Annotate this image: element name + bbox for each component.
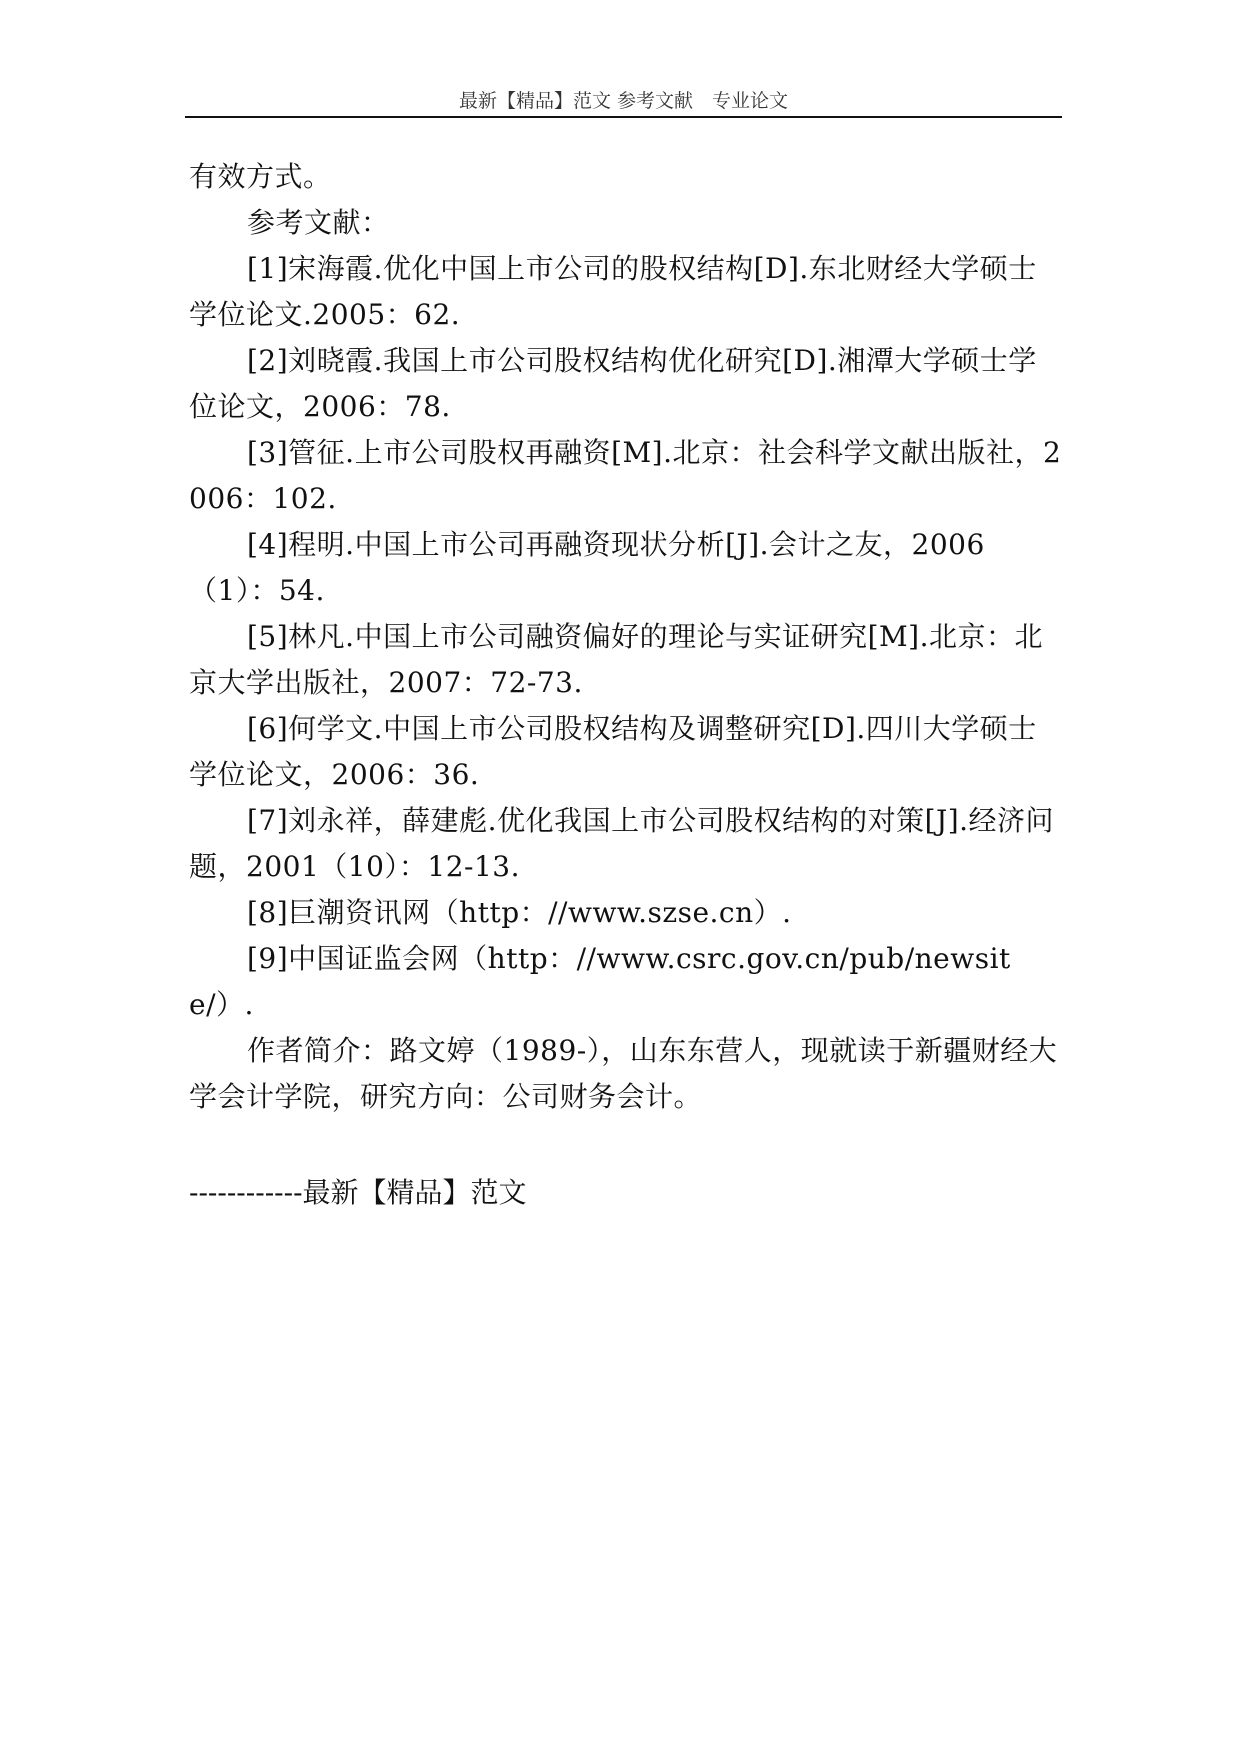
reference-item: [2]刘晓霞.我国上市公司股权结构优化研究[D].湘潭大学硕士学位论文，2006：78. <box>189 344 1037 423</box>
reference-item: [4]程明.中国上市公司再融资现状分析[J].会计之友，2006（1）：54. <box>189 528 985 607</box>
references-title: 参考文献： <box>247 206 390 239</box>
reference-item: [8]巨潮资讯网（http：//www.szse.cn）. <box>247 896 792 929</box>
reference-item: [5]林凡.中国上市公司融资偏好的理论与实证研究[M].北京：北京大学出版社，2007：72-73. <box>189 620 1043 699</box>
reference-item: [6]何学文.中国上市公司股权结构及调整研究[D].四川大学硕士学位论文，2006：36. <box>189 712 1037 791</box>
reference-item: [1]宋海霞.优化中国上市公司的股权结构[D].东北财经大学硕士学位论文.2005：62. <box>189 252 1037 331</box>
reference-item: [9]中国证监会网（http：//www.csrc.gov.cn/pub/newsite/）. <box>189 942 1011 1021</box>
continuation-text: 有效方式。 <box>189 160 332 193</box>
footer-text: ------------最新【精品】范文 <box>189 1176 527 1209</box>
reference-item: [3]管征.上市公司股权再融资[M].北京：社会科学文献出版社，2006：102. <box>189 436 1062 515</box>
page-header: 最新【精品】范文 参考文献 专业论文 <box>458 90 789 112</box>
author-note: 作者简介：路文婷（1989-），山东东营人，现就读于新疆财经大学会计学院，研究方向：公司财务会计。 <box>189 1034 1058 1113</box>
header-rule <box>185 116 1062 118</box>
reference-item: [7]刘永祥，薛建彪.优化我国上市公司股权结构的对策[J].经济问题，2001（10）：12-13. <box>189 804 1055 883</box>
document-body <box>189 154 1063 1120</box>
